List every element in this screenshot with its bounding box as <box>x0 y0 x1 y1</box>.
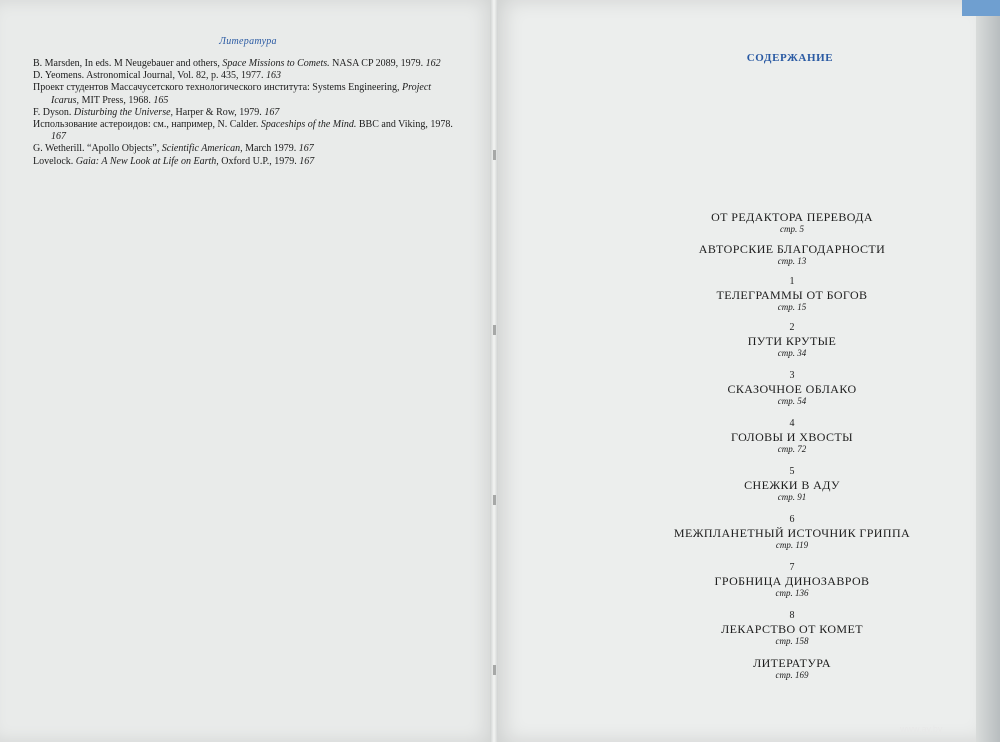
chapter-page: стр. 13 <box>777 256 807 266</box>
toc-entry <box>662 466 922 502</box>
chapter-title: СКАЗОЧНОЕ ОБЛАКО <box>727 382 857 396</box>
contents-title: СОДЕРЖАНИЕ <box>746 52 834 64</box>
reference-pre: D. Yeomens. Astronomical Journal, Vol. 82, p. 435, 1977. <box>33 70 266 82</box>
reference-item <box>33 156 453 168</box>
spine-stitch <box>493 150 496 160</box>
reference-list <box>33 58 453 168</box>
chapter-page: стр. 119 <box>775 540 809 550</box>
chapter-page: стр. 91 <box>777 492 807 502</box>
reference-post: Oxford U.P., 1979. <box>218 155 300 167</box>
spine-stitch <box>493 495 496 505</box>
toc-entry <box>662 656 922 680</box>
chapter-title: ПУТИ КРУТЫЕ <box>747 334 837 348</box>
reference-post: Harper & Row, 1979. <box>173 106 265 118</box>
reference-pre: Lovelock. <box>33 155 76 167</box>
literature-header: Литература <box>219 36 277 47</box>
toc-entry <box>662 418 922 454</box>
reference-page: 165 <box>153 94 169 106</box>
reference-pre: Проект студентов Массачусетского технологического института: Systems Engineering, <box>33 82 403 94</box>
reference-page: 167 <box>298 143 314 155</box>
reference-title: Project Icarus, <box>51 82 432 106</box>
book-spine <box>490 0 498 742</box>
reference-title: Scientific American, <box>161 143 243 155</box>
chapter-page: стр. 54 <box>777 396 807 406</box>
reference-post: March 1979. <box>242 143 299 155</box>
table-of-contents <box>662 210 922 680</box>
reference-item <box>33 58 453 70</box>
chapter-page: стр. 158 <box>775 636 809 646</box>
chapter-title: ТЕЛЕГРАММЫ ОТ БОГОВ <box>716 288 868 302</box>
chapter-title: ОТ РЕДАКТОРА ПЕРЕВОДА <box>711 210 873 224</box>
toc-entry <box>662 562 922 598</box>
reference-item <box>33 143 453 155</box>
watermark: www.ay.by <box>900 724 943 734</box>
reference-page: 167 <box>51 131 66 143</box>
chapter-title: ГРОБНИЦА ДИНОЗАВРОВ <box>714 574 870 588</box>
chapter-number: 3 <box>789 370 795 381</box>
reference-pre: F. Dyson. <box>33 106 74 118</box>
reference-page: 167 <box>264 106 280 118</box>
reference-item <box>33 119 453 143</box>
chapter-number: 4 <box>789 418 795 429</box>
reference-page: 163 <box>265 70 281 82</box>
chapter-number: 2 <box>789 322 795 333</box>
reference-title: Space Missions to Comets. <box>222 58 330 69</box>
blue-background-tab <box>962 0 1000 16</box>
reference-post: BBC and Viking, 1978. <box>356 119 453 131</box>
toc-entry <box>662 514 922 550</box>
reference-post: MIT Press, 1968. <box>79 94 154 106</box>
chapter-number: 1 <box>789 276 795 287</box>
toc-entry <box>662 370 922 406</box>
chapter-page: стр. 5 <box>780 224 804 234</box>
chapter-number: 7 <box>789 562 795 573</box>
reference-title: Gaia: A New Look at Life on Earth, <box>75 155 219 167</box>
reference-title: Disturbing the Universe, <box>73 106 174 118</box>
chapter-title: СНЕЖКИ В АДУ <box>744 478 840 492</box>
toc-entry <box>662 210 922 234</box>
reference-page: 167 <box>299 155 315 167</box>
reference-page: 162 <box>425 58 441 69</box>
chapter-title: ЛЕКАРСТВО ОТ КОМЕТ <box>721 622 863 636</box>
reference-pre: G. Wetherill. “Apollo Objects”, <box>33 143 162 155</box>
spine-stitch <box>493 665 496 675</box>
chapter-page: стр. 136 <box>775 588 809 598</box>
chapter-title: ЛИТЕРАТУРА <box>753 656 831 670</box>
chapter-title: ГОЛОВЫ И ХВОСТЫ <box>731 430 853 444</box>
toc-entry <box>662 276 922 312</box>
reference-item <box>33 107 453 119</box>
chapter-title: АВТОРСКИЕ БЛАГОДАРНОСТИ <box>698 242 886 256</box>
reference-title: Spaceships of the Mind. <box>260 119 357 131</box>
reference-item <box>33 82 453 106</box>
toc-entry <box>662 610 922 646</box>
chapter-number: 5 <box>789 466 795 477</box>
chapter-title: МЕЖПЛАНЕТНЫЙ ИСТОЧНИК ГРИППА <box>673 526 911 540</box>
reference-pre: Использование астероидов: см., например, N. Calder. <box>33 119 261 131</box>
reference-item <box>33 70 453 82</box>
toc-entry <box>662 322 922 358</box>
chapter-page: стр. 169 <box>775 670 809 680</box>
reference-post: NASA CP 2089, 1979. <box>329 58 426 69</box>
chapter-page: стр. 72 <box>777 444 807 454</box>
chapter-page: стр. 15 <box>777 302 807 312</box>
toc-entry <box>662 242 922 266</box>
spine-stitch <box>493 325 496 335</box>
next-page-edge <box>976 0 1000 742</box>
reference-pre: B. Marsden, In eds. M Neugebauer and others, <box>33 58 223 69</box>
chapter-page: стр. 34 <box>777 348 807 358</box>
chapter-number: 6 <box>789 514 795 525</box>
chapter-number: 8 <box>789 610 795 621</box>
